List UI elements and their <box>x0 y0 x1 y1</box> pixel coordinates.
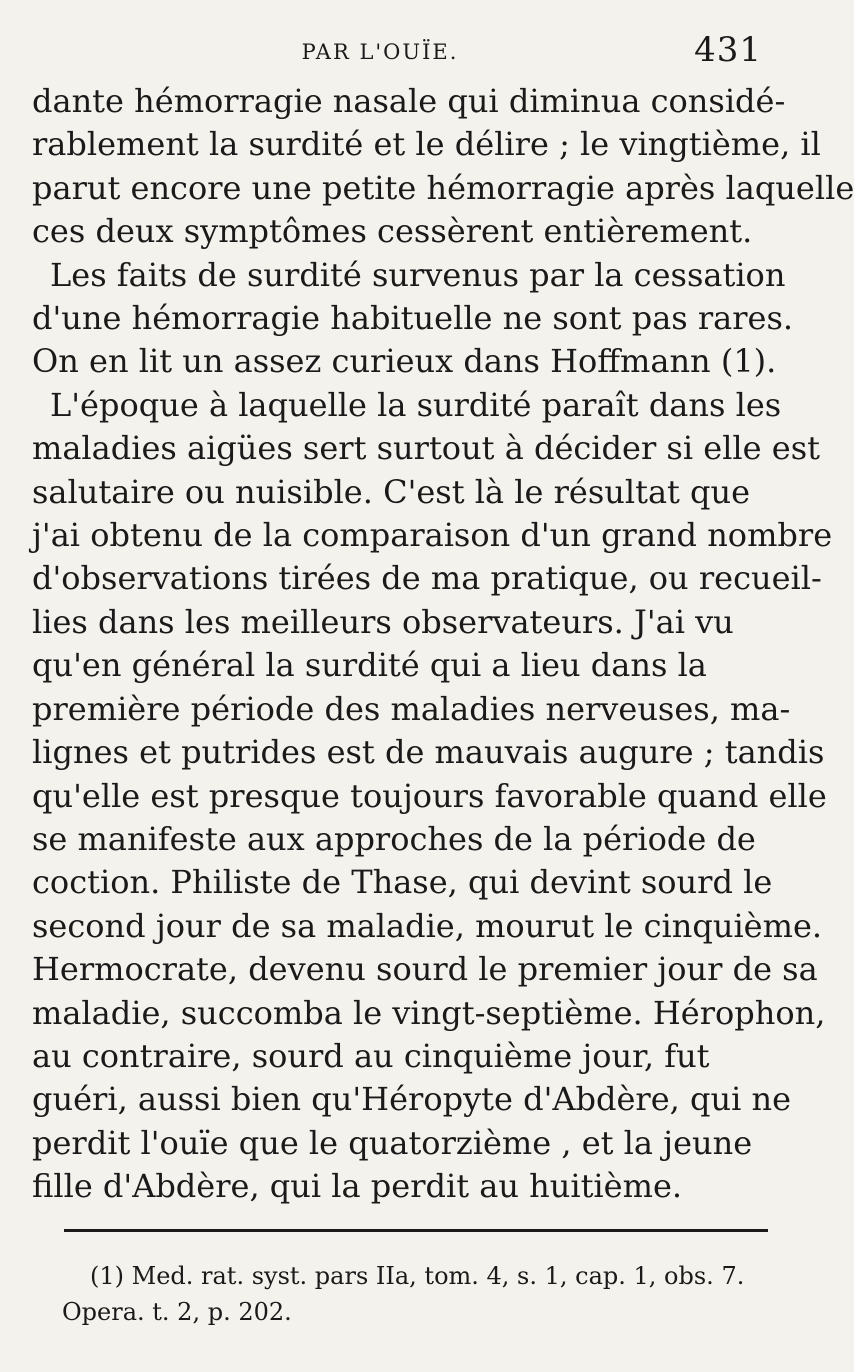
footnote-divider <box>64 1229 768 1232</box>
text-line: dante hémorragie nasale qui diminua considé- <box>32 82 786 120</box>
text-line: rablement la surdité et le délire ; le vingtième, il <box>32 125 821 164</box>
text-line: On en lit un assez curieux dans Hoffmann (1). <box>32 342 777 381</box>
text-line: fille d'Abdère, qui la perdit au huitième. <box>32 1167 683 1206</box>
text-line: perdit l'ouïe que le quatorzième , et la jeune <box>32 1123 753 1162</box>
text-line: maladie, succomba le vingt-septième. Hérophon, <box>32 993 826 1032</box>
text-line: ces deux symptômes cessèrent entièrement. <box>32 212 753 251</box>
body-text <box>32 80 854 1209</box>
text-line: Les faits de surdité survenus par la cessation <box>50 255 786 294</box>
text-line: L'époque à laquelle la surdité paraît dans les <box>50 385 782 424</box>
text-line: se manifeste aux approches de la période de <box>32 819 756 858</box>
footnotes <box>62 1258 772 1330</box>
page-number: 431 <box>694 30 762 70</box>
page-header <box>0 30 800 80</box>
text-line: salutaire ou nuisible. C'est là le résultat que <box>32 472 751 511</box>
text-line: second jour de sa maladie, mourut le cinquième. <box>32 906 823 945</box>
text-line: Hermocrate, devenu sourd le premier jour de sa <box>32 950 818 989</box>
text-line: première période des maladies nerveuses, ma- <box>32 689 791 728</box>
text-line: j'ai obtenu de la comparaison d'un grand nombre <box>32 516 833 555</box>
text-line: d'observations tirées de ma pratique, ou recueil- <box>32 559 822 598</box>
text-line: qu'elle est presque toujours favorable quand elle <box>32 776 827 815</box>
text-line: d'une hémorragie habituelle ne sont pas rares. <box>32 299 794 338</box>
text-line: lies dans les meilleurs observateurs. J'ai vu <box>32 602 734 641</box>
text-line: guéri, aussi bien qu'Héropyte d'Abdère, qui ne <box>32 1080 792 1119</box>
text-line: coction. Philiste de Thase, qui devint sourd le <box>32 863 773 902</box>
text-line: au contraire, sourd au cinquième jour, fut <box>32 1036 710 1075</box>
text-line: qu'en général la surdité qui a lieu dans la <box>32 646 707 685</box>
running-head: PAR L'OUÏE. <box>301 40 459 64</box>
footnote-line: (1) Med. rat. syst. pars IIa, tom. 4, s. 1, cap. 1, obs. 7. <box>90 1262 745 1290</box>
footnote-line: Opera. t. 2, p. 202. <box>62 1298 292 1326</box>
text-line: parut encore une petite hémorragie après laquelle <box>32 168 854 207</box>
text-line: lignes et putrides est de mauvais augure ; tandis <box>32 733 825 772</box>
text-line: maladies aigües sert surtout à décider si elle est <box>32 429 820 468</box>
